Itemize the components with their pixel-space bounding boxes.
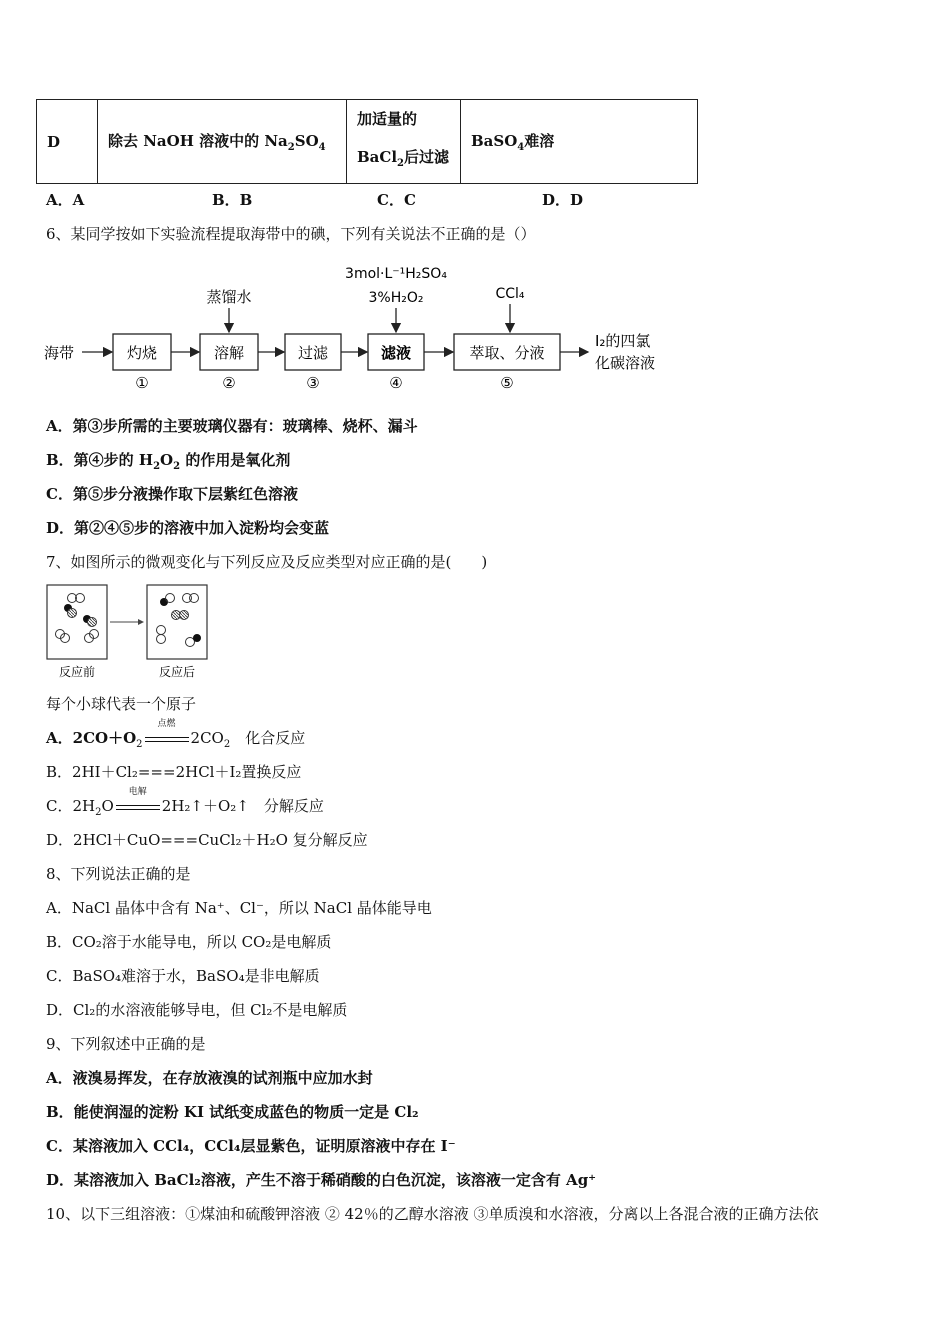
reagent-water: 蒸馏水 bbox=[206, 288, 252, 306]
q8-stem: 8、下列说法正确的是 bbox=[46, 865, 191, 883]
q6-option-c: C．第⑤步分液操作取下层紫红色溶液 bbox=[46, 485, 298, 503]
q7-option-d: D．2HCl＋CuO===CuCl₂＋H₂O 复分解反应 bbox=[46, 831, 368, 849]
svg-text:①: ① bbox=[135, 374, 149, 392]
table-cell-method: 加适量的 BaCl$_2$后过滤 bbox=[347, 100, 461, 184]
q9-option-c: C．某溶液加入 CCl₄，CCl₄层显紫色，证明原溶液中存在 I⁻ bbox=[46, 1137, 456, 1155]
q7-stem: 7、如图所示的微观变化与下列反应及反应类型对应正确的是( ) bbox=[46, 553, 488, 571]
option-c: C．C bbox=[377, 191, 416, 209]
q9-stem: 9、下列叙述中正确的是 bbox=[46, 1035, 206, 1053]
reagent-h2o2: 3%H₂O₂ bbox=[368, 290, 424, 306]
q10-stem: 10、以下三组溶液：①煤油和硫酸钾溶液 ② 42％的乙醇水溶液 ③单质溴和水溶液，分离以上各混合液的正确方法依 bbox=[46, 1205, 819, 1223]
label-after: 反应后 bbox=[158, 665, 196, 679]
q6-option-a: A．第③步所需的主要玻璃仪器有：玻璃棒、烧杯、漏斗 bbox=[46, 417, 418, 435]
q8-option-d: D．Cl₂的水溶液能够导电，但 Cl₂不是电解质 bbox=[46, 1001, 348, 1019]
svg-text:⑤: ⑤ bbox=[500, 374, 514, 392]
table-cell-reason: BaSO$_4$难溶 bbox=[461, 100, 698, 184]
q8-option-c: C．BaSO₄难溶于水，BaSO₄是非电解质 bbox=[46, 967, 320, 985]
q7-option-b: B．2HI＋Cl₂===2HCl＋I₂置换反应 bbox=[46, 763, 302, 781]
answer-table bbox=[36, 99, 698, 184]
q7-option-a: A．$2CO+O_2$ 点燃 $2CO_2$ 化合反应 bbox=[46, 719, 306, 750]
svg-text:化碳溶液: 化碳溶液 bbox=[595, 354, 656, 372]
option-d: D．D bbox=[542, 191, 584, 209]
reagent-ccl4: CCl₄ bbox=[495, 286, 525, 302]
iodine-extraction-flowchart bbox=[40, 262, 680, 392]
before-box bbox=[47, 585, 107, 659]
q8-option-b: B．CO₂溶于水能导电，所以 CO₂是电解质 bbox=[46, 933, 332, 951]
option-b: B．B bbox=[212, 191, 253, 209]
svg-text:灼烧: 灼烧 bbox=[126, 344, 158, 362]
reagent-acid: 3mol·L⁻¹H₂SO₄ bbox=[345, 266, 447, 282]
svg-text:②: ② bbox=[222, 374, 236, 392]
svg-text:萃取、分液: 萃取、分液 bbox=[469, 344, 545, 362]
svg-text:过滤: 过滤 bbox=[297, 344, 329, 362]
svg-text:溶解: 溶解 bbox=[213, 344, 245, 362]
svg-text:③: ③ bbox=[306, 374, 320, 392]
q6-stem: 6、某同学按如下实验流程提取海带中的碘，下列有关说法不正确的是（） bbox=[46, 225, 536, 243]
q8-option-a: A．NaCl 晶体中含有 Na⁺、Cl⁻，所以 NaCl 晶体能导电 bbox=[46, 899, 432, 917]
option-a: A．A bbox=[46, 191, 85, 209]
label-before: 反应前 bbox=[58, 665, 96, 679]
svg-text:④: ④ bbox=[389, 374, 403, 392]
q9-option-a: A．液溴易挥发，在存放液溴的试剂瓶中应加水封 bbox=[46, 1069, 373, 1087]
table-cell-label: D bbox=[37, 100, 98, 184]
table-row bbox=[37, 100, 698, 184]
flow-start: 海带 bbox=[44, 344, 75, 362]
micro-change-diagram bbox=[44, 582, 224, 682]
svg-text:滤液: 滤液 bbox=[380, 344, 412, 362]
q6-option-b: B．第④步的 $H_2O_2$ 的作用是氧化剂 bbox=[46, 451, 291, 472]
q9-option-d: D．某溶液加入 BaCl₂溶液，产生不溶于稀硝酸的白色沉淀，该溶液一定含有 Ag⁺ bbox=[46, 1171, 597, 1189]
table-cell-purpose: 除去 NaOH 溶液中的 $Na_2SO_4$ bbox=[98, 100, 347, 184]
q7-option-c: C．$2H_2O$ 电解 2H₂↑＋O₂↑ 分解反应 bbox=[46, 787, 324, 818]
q9-option-b: B．能使润湿的淀粉 KI 试纸变成蓝色的物质一定是 Cl₂ bbox=[46, 1103, 419, 1121]
flow-product: I₂的四氯 bbox=[595, 332, 651, 350]
q7-note: 每个小球代表一个原子 bbox=[46, 695, 197, 713]
q6-option-d: D．第②④⑤步的溶液中加入淀粉均会变蓝 bbox=[46, 519, 330, 537]
